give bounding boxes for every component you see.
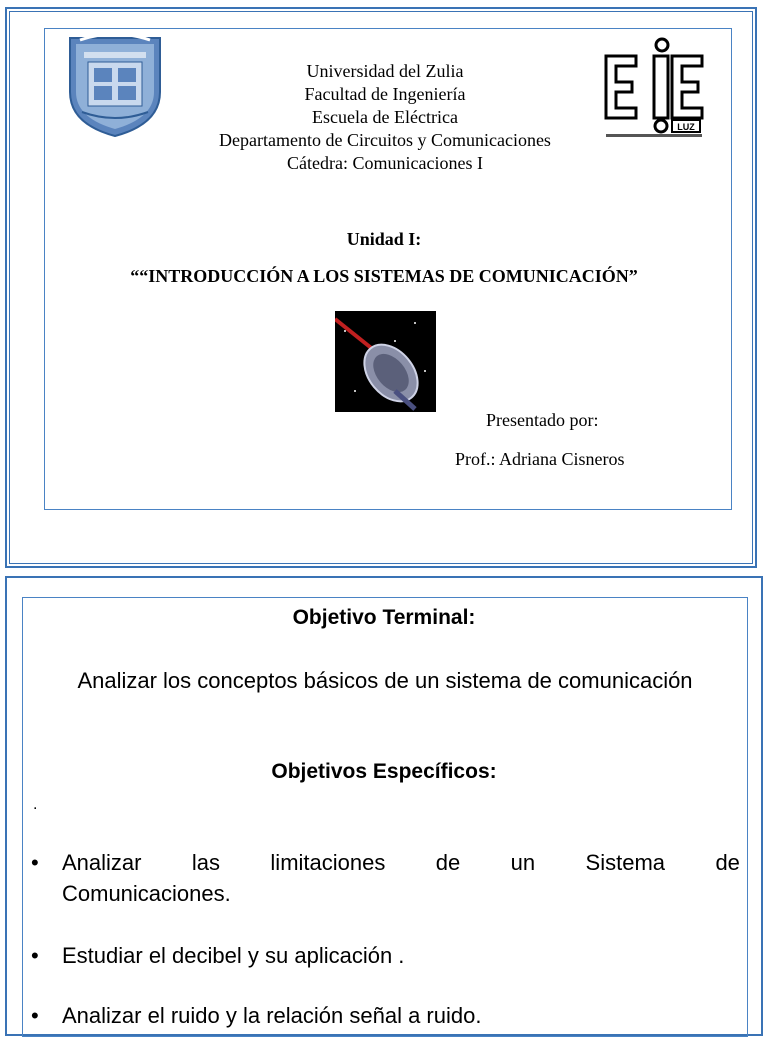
eie-logo [602,36,704,140]
objective-item-1-line-2: Comunicaciones. [62,881,231,906]
department-name: Departamento de Circuitos y Comunicaciones [219,130,551,150]
item1-word: Analizar [62,850,142,875]
item1-word: un [510,850,536,875]
slide2-inner-frame [22,597,748,1037]
satellite-dish-icon [335,311,436,412]
item1-word: Sistema [585,850,666,875]
objective-item-2: Estudiar el decibel y su aplicación . [62,943,405,968]
unit-label: Unidad I: [346,229,422,249]
terminal-objective-heading: Objetivo Terminal: [292,606,476,629]
item1-word: limitaciones [270,850,386,875]
bullet-icon: • [31,850,39,875]
bullet-icon: • [31,1003,39,1028]
luz-crest-logo [62,32,168,140]
eie-logo-luz-text: LUZ [677,122,695,132]
university-name: Universidad del Zulia [306,61,464,81]
terminal-objective-text: Analizar los conceptos básicos de un sistema de comunicación [77,668,693,693]
presentation-title: ““INTRODUCCIÓN A LOS SISTEMAS DE COMUNICACIÓN” [130,266,638,286]
school-name: Escuela de Eléctrica [312,107,458,127]
specific-objectives-heading: Objetivos Específicos: [271,760,497,783]
professor-name: Prof.: Adriana Cisneros [455,449,625,469]
objective-item-3: Analizar el ruido y la relación señal a ruido. [62,1003,482,1028]
chair-name: Cátedra: Comunicaciones I [287,153,483,173]
stray-dot: . [33,796,38,813]
presented-by-label: Presentado por: [486,410,599,430]
bullet-icon: • [31,943,39,968]
institution-header [180,60,590,175]
item1-word: de [715,850,740,875]
objective-item-1-line-1 [62,850,740,876]
item1-word: de [435,850,461,875]
item1-word: las [191,850,221,875]
faculty-name: Facultad de Ingeniería [304,84,466,104]
